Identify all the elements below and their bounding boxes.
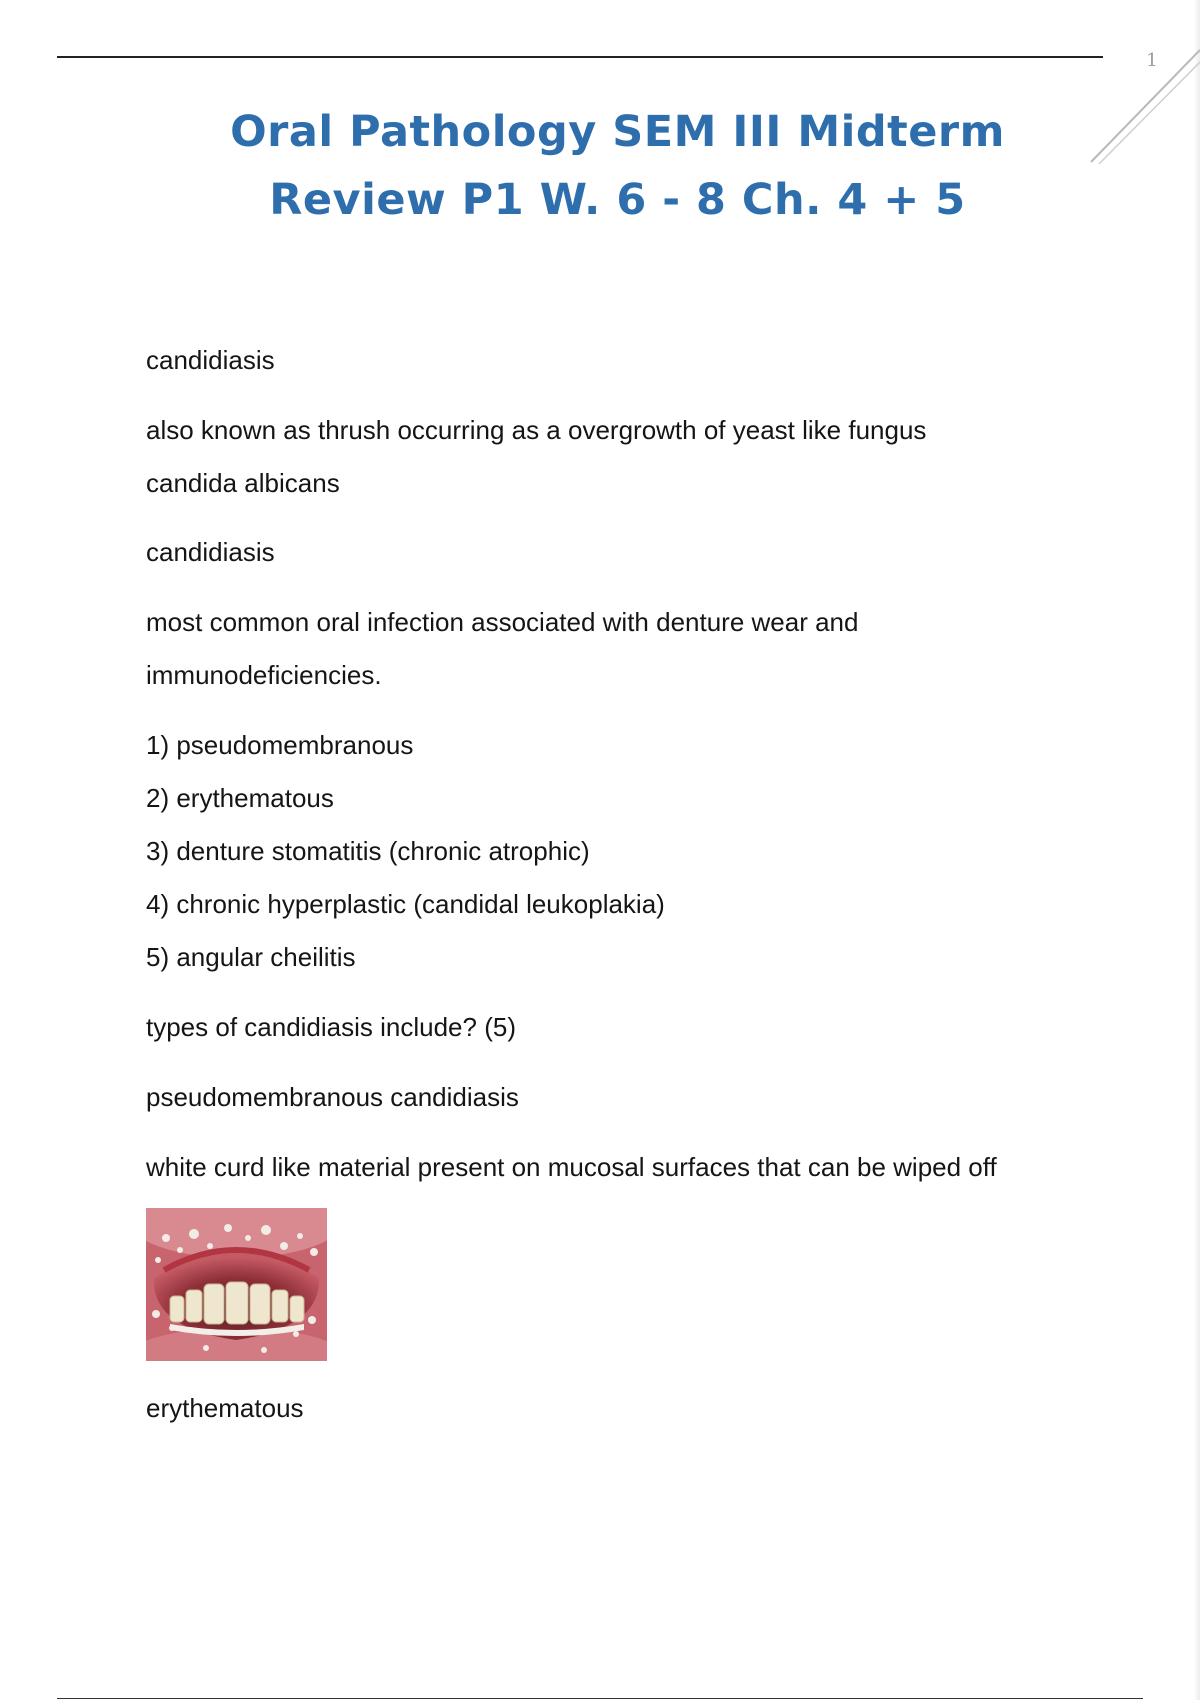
flashcard-term: candidiasis [146,537,275,567]
flashcard-term: candidiasis [146,345,275,375]
title-line-2: Review P1 W. 6 - 8 Ch. 4 + 5 [269,175,966,225]
list-item: 4) chronic hyperplastic (candidal leukoplakia) [146,889,665,919]
list-item: 2) erythematous [146,783,334,813]
header-rule [57,56,1103,58]
flashcard-definition: most common oral infection associated with denture wear and [146,607,859,637]
flashcard-definition: white curd like material present on mucosal surfaces that can be wiped off [146,1152,997,1182]
flashcard-definition: immunodeficiencies. [146,660,382,690]
flashcard-term: pseudomembranous candidiasis [146,1082,519,1112]
flashcard-definition: candida albicans [146,468,340,498]
page-number: 1 [1146,50,1158,71]
page-edge-shadow [1194,0,1200,1700]
footer-rule [57,1698,1143,1699]
title-line-1: Oral Pathology SEM III Midterm [230,107,1005,157]
flashcard-term: types of candidiasis include? (5) [146,1012,516,1042]
list-item: 3) denture stomatitis (chronic atrophic) [146,836,590,866]
flashcard-term: erythematous [146,1393,304,1423]
document-title [150,98,1085,234]
corner-decoration-icon [1085,40,1200,170]
list-item: 1) pseudomembranous [146,730,414,760]
oral-candidiasis-photo [146,1208,327,1361]
list-item: 5) angular cheilitis [146,942,356,972]
flashcard-definition: also known as thrush occurring as a overgrowth of yeast like fungus [146,415,927,445]
